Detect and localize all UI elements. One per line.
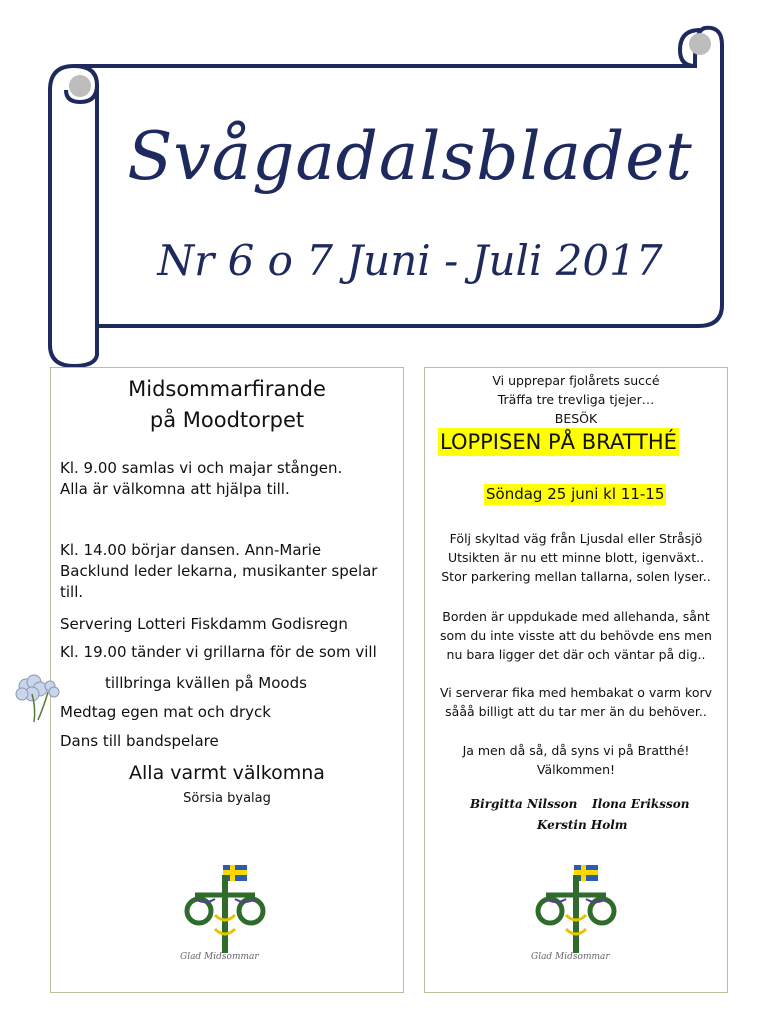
directions-line1: Följ skyltad väg från Ljusdal eller Stråsjö (449, 531, 703, 546)
schedule-9-line2: Alla är välkomna att hjälpa till. (60, 480, 290, 498)
left-curl-icon (69, 75, 91, 97)
midsummer-heading-line2: på Moodtorpet (149, 408, 305, 432)
maypole-icon-right (526, 855, 636, 965)
activities-line: Servering Lotteri Fiskdamm Godisregn (60, 615, 348, 633)
see-you-line1: Ja men då så, då syns vi på Bratthé! (462, 743, 690, 758)
maypole-caption: Glad Midsommar (180, 952, 259, 962)
intro-line2: Träffa tre trevliga tjejer… (497, 392, 655, 407)
intro-text (428, 371, 724, 428)
intro-line1: Vi upprepar fjolårets succé (492, 373, 660, 388)
signature-kerstin: Kerstin Holm (537, 818, 628, 832)
see-you-text (428, 741, 724, 779)
midsummer-heading-line1: Midsommarfirande (128, 377, 326, 401)
schedule-19-cont: tillbringa kvällen på Moods (105, 674, 307, 692)
see-you-line2: Välkommen! (536, 762, 616, 777)
flower-icon (10, 672, 64, 724)
maypole-caption-right: Glad Midsommar (531, 952, 610, 962)
fika-text (428, 683, 724, 721)
newsletter-title: Svågadalsbladet (127, 118, 693, 195)
midsummer-heading (50, 374, 404, 436)
maypole-icon (175, 855, 285, 965)
intro-line3: BESÖK (554, 411, 598, 426)
sender-line: Sörsia byalag (183, 791, 271, 806)
event-date: Söndag 25 juni kl 11-15 (486, 485, 665, 503)
schedule-14 (60, 540, 395, 603)
bring-food: Medtag egen mat och dryck (60, 703, 271, 721)
tables-line1: Borden är uppdukade med allehanda, sånt (442, 609, 710, 624)
issue-label: Nr 6 o 7 Juni - Juli 2017 (157, 236, 663, 285)
directions-text (428, 529, 724, 586)
welcome-line: Alla varmt välkomna (129, 762, 325, 784)
schedule-14-line2: Backlund leder lekarna, musikanter spelar (60, 562, 378, 580)
directions-line2: Utsikten är nu ett minne blott, igenväxt.. (447, 550, 705, 565)
right-curl-icon (689, 33, 711, 55)
directions-line3: Stor parkering mellan tallarna, solen lyser.. (441, 569, 711, 584)
tables-text (428, 607, 724, 664)
schedule-14-line1: Kl. 14.00 börjar dansen. Ann-Marie (60, 541, 322, 559)
signature-ilona: Ilona Eriksson (592, 797, 690, 811)
tables-line2: som du inte visste att du behövde ens men (440, 628, 712, 643)
signature-birgitta: Birgitta Nilsson (470, 797, 578, 811)
tables-line3: nu bara ligger det där och väntar på dig.. (446, 647, 706, 662)
fika-line2: sååå billigt att du tar mer än du behöver.. (445, 704, 707, 719)
fika-line1: Vi serverar fika med hembakat o varm korv (439, 685, 713, 700)
schedule-19: Kl. 19.00 tänder vi grillarna för de som vill (60, 643, 377, 661)
dance-line: Dans till bandspelare (60, 732, 219, 750)
schedule-14-line3: till. (60, 583, 84, 601)
schedule-9-line1: Kl. 9.00 samlas vi och majar stången. (60, 459, 343, 477)
schedule-9 (60, 458, 395, 500)
flea-market-headline: LOPPISEN PÅ BRATTHÉ (440, 430, 677, 454)
